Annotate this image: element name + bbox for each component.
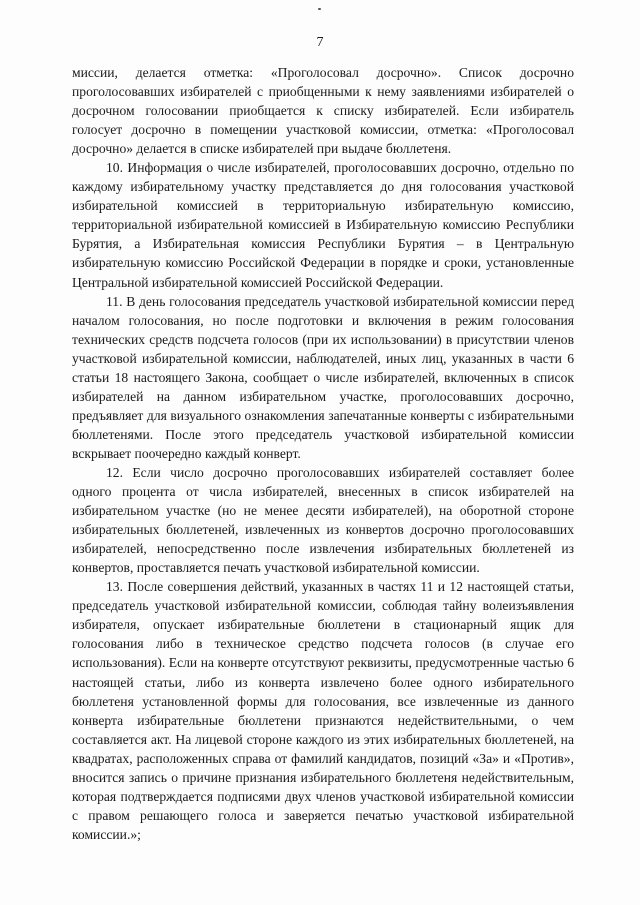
paragraph-continuation: миссии, делается отметка: «Проголосовал досрочно». Список досрочно проголосовавших избирателей с приобщенными к нему заявлениями избирателей о досрочном голосовании приобщается к списку избирателей. Если избиратель голосует досрочно в помещении участковой комиссии, отметка: «Проголосовал досрочно» делается в списке избирателей при выдаче бюллетеня. xyxy=(72,65,574,157)
paragraph-item-12: 12. Если число досрочно проголосовавших избирателей составляет более одного процента от числа избирателей, внесенных в список избирателей на избирательном участке (но не менее десяти избирателей), на оборотной стороне избирательных бюллетеней, извлеченных из конвертов досрочно проголосовавших избирателей, непосредственно после извлечения избирательных бюллетеней из конвертов, проставляется печать участковой избирательной комиссии. xyxy=(72,464,574,576)
paragraph-item-11: 11. В день голосования председатель участковой избирательной комиссии перед началом голосования, но после подготовки и включения в режим голосования технических средств подсчета голосов (при их использовании) в присутствии членов участковой избирательной комиссии, наблюдателей, иных лиц, указанных в части 6 статьи 18 настоящего Закона, сообщает о числе избирателей, включенных в список избирателей на данном избирательном участке, проголосовавших досрочно, предъявляет для визуального ознакомления запечатанные конверты с избирательными бюллетенями. После этого председатель участковой избирательной комиссии вскрывает поочередно каждый конверт. xyxy=(72,293,574,461)
page-number: 7 xyxy=(316,35,324,50)
paragraph-item-13: 13. После совершения действий, указанных в частях 11 и 12 настоящей статьи, председатель участковой избирательной комиссии, соблюдая тайну волеизъявления избирателя, опускает избирательные бюллетени в стационарный ящик для голосования либо в техническое средство подсчета голосов (в случае его использования). Если на конверте отсутствуют реквизиты, предусмотренные частью 6 настоящей статьи, либо из конверта извлечено более одного избирательного бюллетеня установленной формы для голосования, все извлеченные из данного конверта избирательные бюллетени признаются недействительными, о чем составляется акт. На лицевой стороне каждого из этих избирательных бюллетеней, на квадратах, расположенных справа от фамилий кандидатов, позиций «За» и «Против», вносится запись о причине признания избирательного бюллетеня недействительным, которая подтверждается подписями двух членов участковой избирательной комиссии с правом решающего голоса и заверяется печатью участковой избирательной комиссии.»; xyxy=(72,579,574,842)
scan-artifact xyxy=(318,8,321,10)
paragraph-item-10: 10. Информация о числе избирателей, проголосовавших досрочно, отдельно по каждому избирательному участку представляется до дня голосования участковой избирательной комиссией в территориальную избирательную комиссию, территориальной избирательной комиссией в Избирательную комиссию Республики Бурятия, а Избирательная комиссия Республики Бурятия – в Центральную избирательную комиссию Российской Федерации в порядке и сроки, установленные Центральной избирательной комиссией Российской Федерации. xyxy=(72,160,574,290)
document-body xyxy=(72,63,574,844)
